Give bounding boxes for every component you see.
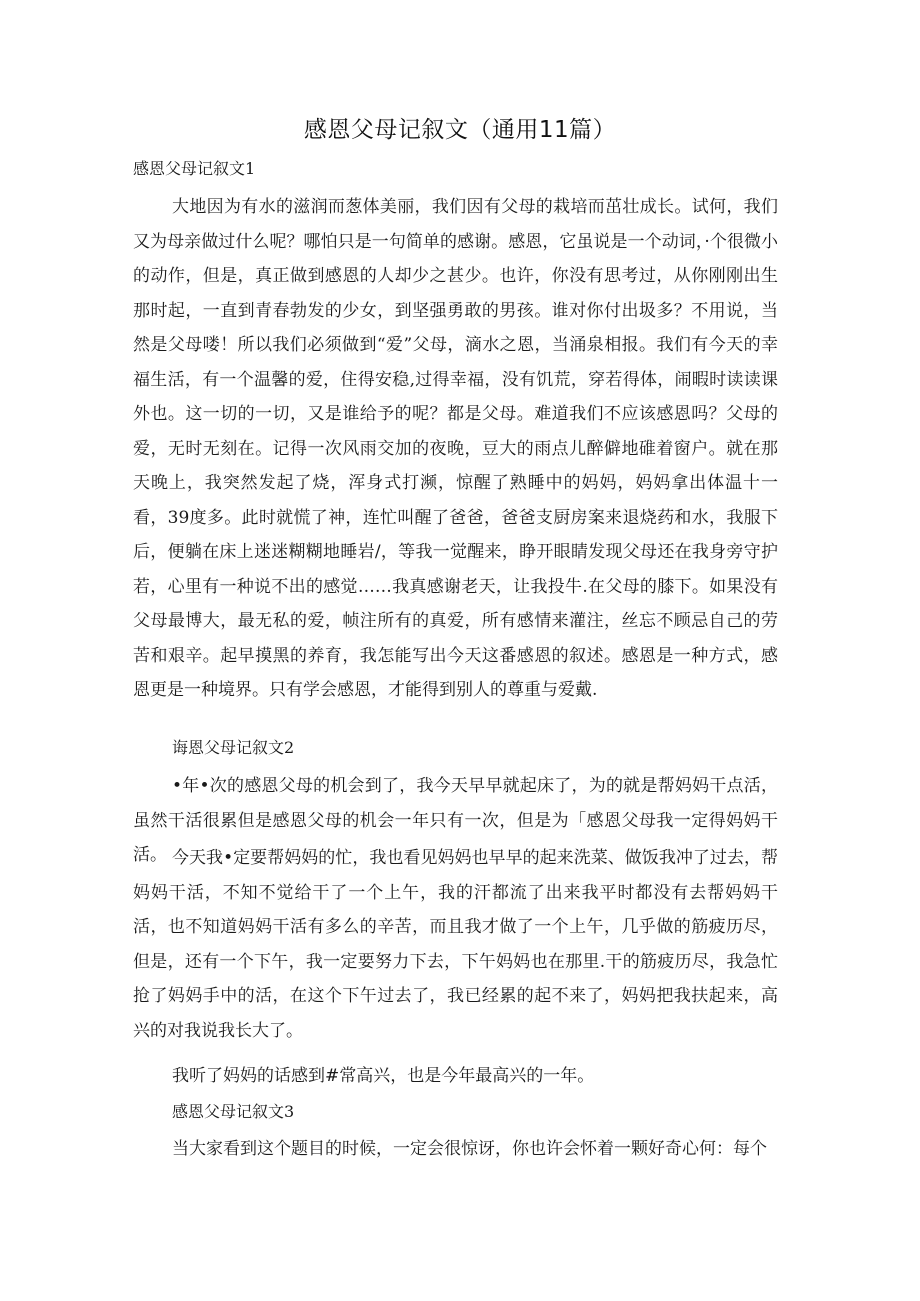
section-1-paragraph-1: 大地因为有水的滋润而葱体美丽，我们因有父母的栽培而茁壮成长。试何，我们又为母亲做过什么呢？哪怕只是一句简单的感谢。感恩，它虽说是一个动词，·个很微小的动作，但是，真正做到感恩的人却少之甚少。也许，你没有思考过，从你刚刚出生那时起，一直到青春勃发的少女，到坚强勇敢的男孩。谁对你付出圾多？不用说，当然是父母喽！所以我们必须做到“爱”父母，滴水之恩，当涌泉相报。我们有今天的幸福生活，有一个温馨的爱，住得安稳,过得幸福，没有饥荒，穿若得体，闹暇时读读课外也。这一切的一切，又是谁给予的呢？都是父母。难道我们不应该感恩吗？父母的爱，无时无刻在。记得一次风雨交加的夜晚，豆大的雨点儿醉僻地碓着窗户。就在那天晚上，我突然发起了烧，浑身式打濒，惊醒了熟睡中的妈妈，妈妈拿出体温十一看，39度多。此时就慌了神，连忙叫醒了爸爸，爸爸支厨房案来退烧药和水，我服下后，便躺在床上迷迷糊糊地睡岩/，等我一觉醒来，睁开眼睛发现父母还在我身旁守护若，心里有一种说不出的感觉……我真感谢老天，让我投牛.在父母的膝下。如果没有父母最博大，最无私的爱，帧注所有的真爱，所有感情来灌注，丝忘不顾忌自己的劳苦和艰辛。起早摸黑的养育，我怎能写出今天这番感恩的叙述。感恩是一种方式，感恩更是一种境界。只有学会感恩，才能得到别人的尊重与爱戴. (133, 197, 778, 700)
section-2-paragraph-3: 我听了妈妈的话感到#常高兴，也是今年最高兴的一年。 (172, 1066, 595, 1086)
section-heading-3: 感恩父母记叙文3 (172, 1102, 295, 1121)
section-heading-1: 感恩父母记叙文1 (133, 159, 256, 178)
section-2-paragraph-1: •年•次的感恩父母的机会到了，我今天早早就起床了，为的就是帮妈妈干点活，虽然干活很累但是感恩父母的机会一年只有一次，但是为「感恩父母我一定得妈妈干活。 (133, 776, 778, 865)
section-heading-2: 诲恩父母记叙文2 (172, 738, 295, 757)
section-2-paragraph-2: 今天我•定要帮妈妈的忙，我也看见妈妈也早早的起来洗菜、做饭我冲了过去，帮妈妈干活，不知不觉给干了一个上午，我的汗都流了出来我平时都没有去帮妈妈干活，也不知道妈妈干活有多么的辛苦，而且我才做了一个上午，几乎做的筋疲历尽，但是，还有一个下午，我一定要努力下去，下午妈妈也在那里.干的筋疲历尽，我急忙抢了妈妈手中的活，在这个下午过去了，我已经累的起不来了，妈妈把我扶起来，高兴的对我说我长大了。 (133, 848, 778, 1041)
page-title: 感恩父母记叙文（通用11篇） (303, 117, 617, 143)
section-3-paragraph-1: 当大家看到这个题目的时候，一定会很惊讶，你也许会怀着一颗好奇心何：每个 (172, 1139, 767, 1159)
